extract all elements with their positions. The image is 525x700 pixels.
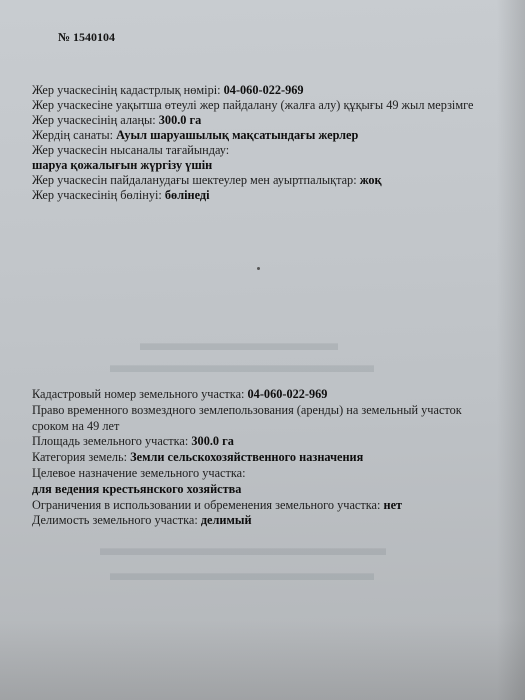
kz-cadastral-label: Жер учаскесінің кадастрлық нөмірі: <box>32 83 224 97</box>
page-bottom-shadow <box>0 620 525 700</box>
kz-restrictions-value: жоқ <box>359 173 382 187</box>
kz-area-line <box>32 113 502 128</box>
ru-purpose-value: для ведения крестьянского хозяйства <box>32 481 242 496</box>
watermark-band: ▬▬▬▬▬▬▬▬▬▬▬▬▬ <box>100 535 386 560</box>
ru-purpose-line <box>32 466 502 482</box>
ru-restrictions-label: Ограничения в использовании и обременения земельного участка: <box>32 497 384 512</box>
ru-restrictions-line <box>32 498 502 514</box>
kz-purpose-line <box>32 143 502 158</box>
ru-cadastral-value: 04-060-022-969 <box>247 387 328 401</box>
ru-divisibility-label: Делимость земельного участка: <box>32 513 201 528</box>
ru-area-value: 300.0 га <box>191 434 234 449</box>
ru-category-value: Земли сельскохозяйственного назначения <box>130 450 364 465</box>
ru-area-label: Площадь земельного участка: <box>32 434 192 449</box>
ru-area-line <box>32 434 502 450</box>
kz-cadastral-value: 04-060-022-969 <box>223 83 304 97</box>
kz-restrictions-line <box>32 173 502 188</box>
kz-purpose-value: шаруа қожалығын жүргізу үшін <box>32 158 213 172</box>
kz-right-line <box>32 98 502 113</box>
ru-right-text: Право временного возмездного землепользования (аренды) на земельный участок сроком на 49 лет <box>32 402 462 433</box>
kz-divisibility-line <box>32 188 502 203</box>
kz-category-line <box>32 128 502 143</box>
watermark-band: ▬▬▬▬▬▬▬▬▬▬▬▬ <box>110 352 374 377</box>
kz-purpose-value-line <box>32 158 502 173</box>
document-number: № 1540104 <box>58 30 116 44</box>
ru-restrictions-value: нет <box>383 497 403 512</box>
ru-cadastral-label: Кадастровый номер земельного участка: <box>32 387 248 401</box>
kz-category-label: Жердің санаты: <box>32 128 117 142</box>
ru-purpose-value-line <box>32 482 502 498</box>
kazakh-section <box>32 83 502 203</box>
russian-section <box>32 387 502 529</box>
ru-right-line <box>32 403 482 435</box>
ru-purpose-label: Целевое назначение земельного участка: <box>32 465 246 480</box>
ru-category-label: Категория земель: <box>32 450 131 465</box>
kz-right-text: Жер учаскесіне уақытша өтеулі жер пайдалану (жалға алу) құқығы 49 жыл мерзімге <box>32 98 474 112</box>
kz-cadastral-line <box>32 83 502 98</box>
ru-divisibility-value: делимый <box>200 513 252 528</box>
kz-purpose-label: Жер учаскесін нысаналы тағайындау: <box>32 143 230 157</box>
ru-category-line <box>32 450 502 466</box>
watermark-band: ▬▬▬▬▬▬▬▬▬ <box>140 330 338 355</box>
kz-divisibility-label: Жер учаскесінің бөлінуі: <box>32 188 165 202</box>
ru-divisibility-line <box>32 513 502 529</box>
kz-category-value: Ауыл шаруашылық мақсатындағы жерлер <box>116 128 359 142</box>
kz-divisibility-value: бөлінеді <box>164 188 210 202</box>
kz-area-label: Жер учаскесінің алаңы: <box>32 113 159 127</box>
kz-restrictions-label: Жер учаскесін пайдаланудағы шектеулер мен ауыртпалықтар: <box>32 173 360 187</box>
page-edge-shadow <box>497 0 525 700</box>
kz-area-value: 300.0 га <box>158 113 202 127</box>
ru-cadastral-line <box>32 387 502 403</box>
watermark-band: ▬▬▬▬▬▬▬▬▬▬▬▬ <box>110 560 374 585</box>
paper-speck <box>257 267 260 270</box>
